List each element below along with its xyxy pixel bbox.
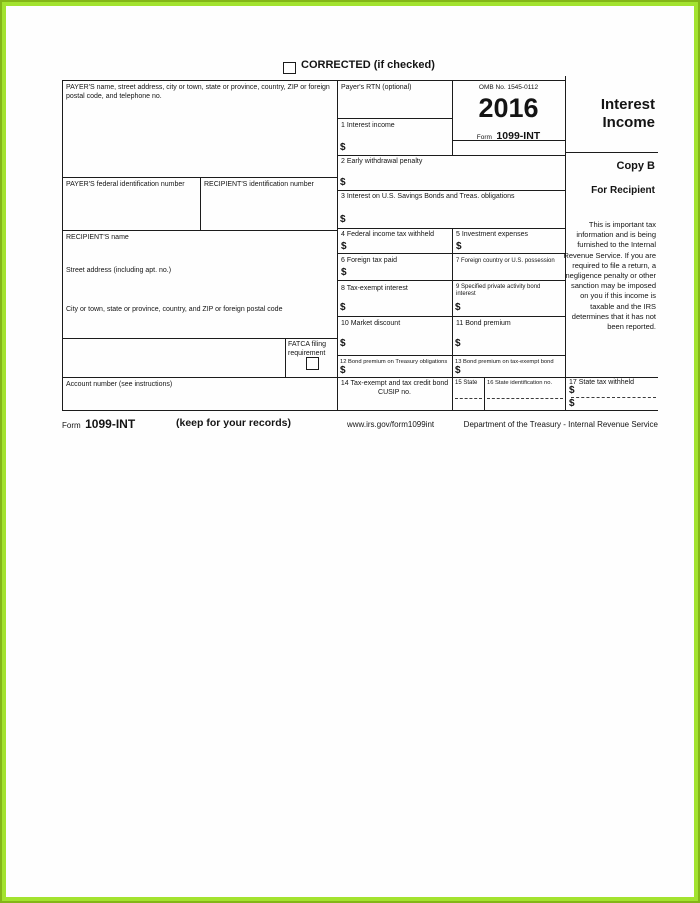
form-word: Form <box>476 134 492 141</box>
box6-amount: $ <box>341 267 347 278</box>
box17-label: 17 State tax withheld <box>569 379 634 386</box>
box9-label: 9 Specified private activity bond interest <box>456 284 541 297</box>
box8-amount: $ <box>340 302 346 313</box>
box13-amount: $ <box>455 365 461 376</box>
tax-year: 2016 <box>478 93 539 123</box>
footer-form-word: Form <box>62 421 81 430</box>
city-label: City or town, state or province, country, and ZIP or foreign postal code <box>66 306 283 313</box>
treasury-department-label: Department of the Treasury - Internal Revenue Service <box>463 420 658 429</box>
payer-fed-id-label: PAYER'S federal identification number <box>66 181 185 188</box>
box10-amount: $ <box>340 338 346 349</box>
recipient-id-label: RECIPIENT'S identification number <box>204 181 314 188</box>
payer-info-label: PAYER'S name, street address, city or town, state or province, country, ZIP or foreign postal code, and telephone no. <box>66 84 330 100</box>
form-title <box>565 96 655 131</box>
for-recipient-label: For Recipient <box>591 185 655 196</box>
recipient-notice: This is important tax information and is being furnished to the Internal Revenue Service. If you are required to file a return, a negligence penalty or other sanction may be imposed on you if this income is taxable and the IRS determines that it has not been reported. <box>563 220 656 332</box>
copy-designation: Copy B <box>616 160 655 172</box>
box10-label: 10 Market discount <box>341 320 401 327</box>
form-title-line2: Income <box>602 113 655 131</box>
corrected-label: CORRECTED (if checked) <box>301 59 435 71</box>
box4-amount: $ <box>341 241 347 252</box>
box6-label: 6 Foreign tax paid <box>341 257 398 264</box>
box9-amount: $ <box>455 302 461 313</box>
form-number-header <box>452 126 565 144</box>
box8-label: 8 Tax-exempt interest <box>341 285 408 292</box>
box12-amount: $ <box>340 365 346 376</box>
box13-label: 13 Bond premium on tax-exempt bond <box>455 359 554 365</box>
box16-label: 16 State identification no. <box>487 380 553 386</box>
fatca-label: FATCA filing requirement <box>288 341 326 357</box>
box7-label: 7 Foreign country or U.S. possession <box>456 258 555 264</box>
box2-label: 2 Early withdrawal penalty <box>341 158 423 165</box>
fatca-checkbox[interactable] <box>306 357 319 370</box>
box11-label: 11 Bond premium <box>456 320 511 327</box>
box3-amount: $ <box>340 214 346 225</box>
form-number: 1099-INT <box>496 130 541 142</box>
irs-url: www.irs.gov/form1099int <box>347 420 435 429</box>
box1-label: 1 Interest income <box>341 122 395 129</box>
box4-label: 4 Federal income tax withheld <box>341 231 434 238</box>
box12-label: 12 Bond premium on Treasury obligations <box>340 359 448 365</box>
omb-number: OMB No. 1545-0112 <box>478 84 539 91</box>
footer-form-id <box>62 415 135 433</box>
account-number-label: Account number (see instructions) <box>66 381 173 388</box>
corrected-checkbox[interactable] <box>283 62 296 74</box>
box2-amount: $ <box>340 177 346 188</box>
payer-rtn-label: Payer's RTN (optional) <box>341 84 412 91</box>
form-page <box>6 6 694 897</box>
box11-amount: $ <box>455 338 461 349</box>
keep-for-records-label: (keep for your records) <box>176 417 291 429</box>
box15-label: 15 State <box>455 380 478 386</box>
box14-label: 14 Tax-exempt and tax credit bond CUSIP no. <box>340 380 449 396</box>
street-address-label: Street address (including apt. no.) <box>66 267 172 274</box>
box3-label: 3 Interest on U.S. Savings Bonds and Treas. obligations <box>341 193 515 200</box>
form-title-line1: Interest <box>600 96 655 113</box>
box17-amount2: $ <box>569 398 575 409</box>
box5-label: 5 Investment expenses <box>456 231 528 238</box>
footer-form-number: 1099-INT <box>85 417 136 431</box>
box1-amount: $ <box>340 142 346 153</box>
box5-amount: $ <box>456 241 462 252</box>
recipient-name-label: RECIPIENT'S name <box>66 234 129 241</box>
box17-amount1: $ <box>569 385 575 396</box>
